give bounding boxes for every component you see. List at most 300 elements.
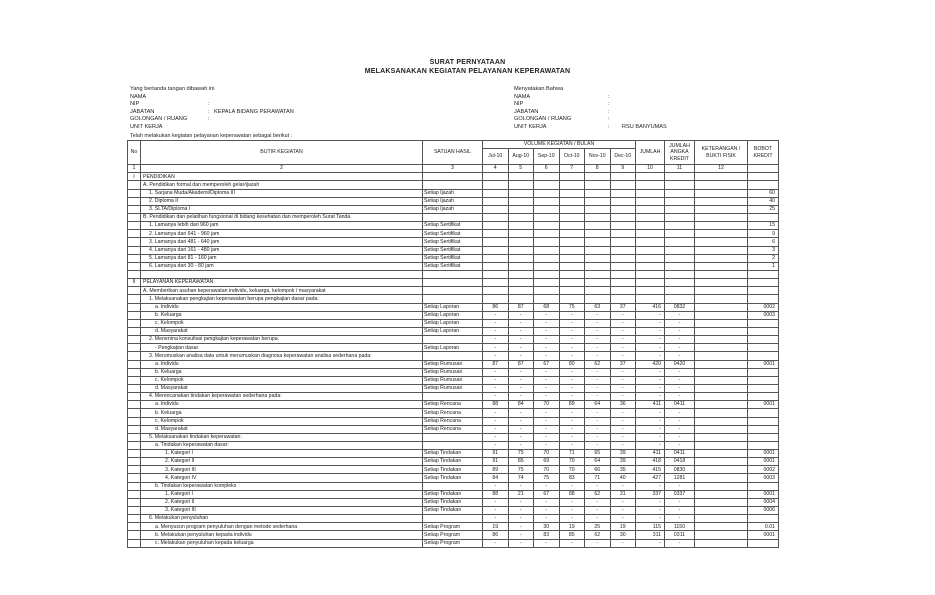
- row-month-value: -: [559, 352, 585, 360]
- row-total: -: [636, 376, 665, 384]
- row-month-value: [534, 287, 560, 295]
- row-month-value: -: [559, 376, 585, 384]
- row-no: [128, 515, 141, 523]
- row-note: [695, 262, 748, 270]
- row-month-value: 37: [610, 360, 636, 368]
- row-note: [695, 213, 748, 221]
- document-title: SURAT PERNYATAAN: [429, 59, 506, 66]
- row-note: [695, 205, 748, 213]
- row-month-value: [559, 246, 585, 254]
- row-month-value: -: [610, 498, 636, 506]
- row-month-value: -: [508, 376, 534, 384]
- row-month-value: [508, 287, 534, 295]
- row-activity: A. Memberikan asuhan keperawatan individu, keluarga, kelompok / masyarakat: [141, 287, 423, 295]
- row-credit: -: [665, 507, 695, 515]
- row-note: [695, 270, 748, 278]
- row-activity: A. Pendidikan formal dan memperoleh gelar/ijazah: [141, 181, 423, 189]
- row-total: [636, 246, 665, 254]
- row-month-value: -: [610, 393, 636, 401]
- row-month-value: [508, 238, 534, 246]
- row-month-value: [559, 197, 585, 205]
- row-no: [128, 384, 141, 392]
- row-month-value: -: [585, 393, 611, 401]
- row-month-value: 19: [483, 523, 509, 531]
- row-no: [128, 327, 141, 335]
- row-total: [636, 287, 665, 295]
- row-month-value: -: [483, 327, 509, 335]
- table-row: [128, 303, 779, 311]
- row-month-value: [585, 287, 611, 295]
- left-field-colon: [208, 124, 214, 132]
- row-month-value: 87: [483, 360, 509, 368]
- row-activity: - Pengkajian dasar: [141, 344, 423, 352]
- row-month-value: [559, 222, 585, 230]
- row-activity: 1. Kategori I: [141, 490, 423, 498]
- col-month-header: Dec-10: [610, 149, 636, 165]
- row-note: [695, 417, 748, 425]
- row-total: 411: [636, 450, 665, 458]
- row-month-value: -: [483, 482, 509, 490]
- col-number-cell: 7: [559, 165, 585, 173]
- row-month-value: 67: [534, 360, 560, 368]
- row-month-value: [483, 205, 509, 213]
- row-total: -: [636, 482, 665, 490]
- row-credit: [665, 270, 695, 278]
- row-month-value: [585, 222, 611, 230]
- row-note: [695, 311, 748, 319]
- row-credit: [665, 189, 695, 197]
- col-no-header: No: [128, 141, 141, 165]
- row-unit: Setiap Sertifikat: [423, 246, 483, 254]
- row-note: [695, 295, 748, 303]
- row-month-value: [559, 279, 585, 287]
- row-no: [128, 238, 141, 246]
- table-row: [128, 311, 779, 319]
- row-total: 416: [636, 303, 665, 311]
- row-month-value: -: [508, 523, 534, 531]
- right-field-label: GOLONGAN / RUANG: [514, 116, 572, 123]
- row-month-value: 87: [508, 303, 534, 311]
- table-row: [128, 352, 779, 360]
- table-row: [128, 344, 779, 352]
- row-month-value: 70: [559, 458, 585, 466]
- row-month-value: -: [534, 344, 560, 352]
- row-weight: [748, 384, 779, 392]
- row-month-value: -: [534, 539, 560, 547]
- row-total: [636, 238, 665, 246]
- left-field-row: [130, 94, 294, 102]
- row-total: 115: [636, 523, 665, 531]
- row-month-value: [508, 213, 534, 221]
- row-weight: 1: [748, 262, 779, 270]
- row-weight: 15: [748, 222, 779, 230]
- row-note: [695, 368, 748, 376]
- row-activity: 2. Kategori II: [141, 498, 423, 506]
- row-month-value: -: [508, 507, 534, 515]
- table-row: [128, 515, 779, 523]
- row-month-value: -: [585, 384, 611, 392]
- row-month-value: -: [508, 515, 534, 523]
- row-weight: 6: [748, 238, 779, 246]
- row-month-value: -: [585, 344, 611, 352]
- row-month-value: 86: [483, 531, 509, 539]
- row-weight: 2: [748, 254, 779, 262]
- row-unit: Setiap Sertifikat: [423, 238, 483, 246]
- row-note: [695, 254, 748, 262]
- row-weight: [748, 336, 779, 344]
- row-month-value: -: [610, 441, 636, 449]
- row-total: 415: [636, 466, 665, 474]
- row-weight: 0003: [748, 311, 779, 319]
- row-total: [636, 262, 665, 270]
- row-month-value: 66: [585, 466, 611, 474]
- row-total: -: [636, 433, 665, 441]
- col-number-cell: [748, 165, 779, 173]
- row-weight: [748, 368, 779, 376]
- row-month-value: -: [534, 311, 560, 319]
- row-month-value: 75: [508, 466, 534, 474]
- row-month-value: -: [585, 376, 611, 384]
- table-row: [128, 279, 779, 287]
- table-row: [128, 498, 779, 506]
- row-month-value: [534, 222, 560, 230]
- row-weight: [748, 173, 779, 181]
- row-month-value: [508, 205, 534, 213]
- row-note: [695, 376, 748, 384]
- row-weight: 3: [748, 246, 779, 254]
- left-field-row: [130, 101, 294, 109]
- row-month-value: [534, 270, 560, 278]
- row-month-value: 91: [483, 450, 509, 458]
- row-month-value: -: [610, 384, 636, 392]
- row-month-value: -: [585, 515, 611, 523]
- row-activity: 3. Merumuskan analisa data untuk merumuskan diagnosa keperawatan analisa sederhana pada:: [141, 352, 423, 360]
- row-month-value: [585, 279, 611, 287]
- row-month-value: 36: [610, 401, 636, 409]
- table-row: [128, 270, 779, 278]
- row-total: -: [636, 425, 665, 433]
- table-row: [128, 327, 779, 335]
- row-note: [695, 474, 748, 482]
- row-note: [695, 344, 748, 352]
- col-number-cell: 8: [585, 165, 611, 173]
- row-activity: 1. Sarjana Muda/Akademi/Diploma III: [141, 189, 423, 197]
- row-unit: [423, 295, 483, 303]
- table-row: [128, 531, 779, 539]
- row-note: [695, 490, 748, 498]
- row-month-value: 68: [534, 303, 560, 311]
- row-note: [695, 303, 748, 311]
- row-activity: 3. SLTA/Diploma I: [141, 205, 423, 213]
- row-total: -: [636, 336, 665, 344]
- row-month-value: -: [610, 507, 636, 515]
- row-month-value: -: [508, 336, 534, 344]
- row-total: -: [636, 319, 665, 327]
- row-total: [636, 254, 665, 262]
- row-credit: [665, 295, 695, 303]
- row-credit: [665, 213, 695, 221]
- row-month-value: -: [610, 376, 636, 384]
- row-month-value: [508, 254, 534, 262]
- row-month-value: 40: [610, 474, 636, 482]
- row-credit: -: [665, 539, 695, 547]
- row-month-value: [559, 230, 585, 238]
- row-month-value: [610, 197, 636, 205]
- col-jumlah-header: JUMLAH: [636, 141, 665, 165]
- row-total: 427: [636, 474, 665, 482]
- row-month-value: [610, 222, 636, 230]
- row-month-value: -: [559, 409, 585, 417]
- row-unit: Setiap Sertifikat: [423, 254, 483, 262]
- row-note: [695, 393, 748, 401]
- row-credit: -: [665, 336, 695, 344]
- left-field-colon: :: [208, 116, 210, 123]
- row-month-value: -: [610, 319, 636, 327]
- row-credit: [665, 279, 695, 287]
- row-month-value: [483, 181, 509, 189]
- row-month-value: -: [585, 417, 611, 425]
- right-field-colon: :: [608, 108, 610, 115]
- row-month-value: [585, 254, 611, 262]
- row-no: [128, 205, 141, 213]
- col-number-cell: 1: [128, 165, 141, 173]
- row-month-value: -: [534, 515, 560, 523]
- row-unit: [423, 213, 483, 221]
- row-credit: -: [665, 393, 695, 401]
- row-month-value: -: [559, 344, 585, 352]
- row-unit: Setiap Rumusan: [423, 368, 483, 376]
- row-total: -: [636, 352, 665, 360]
- row-month-value: 84: [508, 401, 534, 409]
- row-month-value: [559, 254, 585, 262]
- row-no: [128, 507, 141, 515]
- row-month-value: [559, 262, 585, 270]
- row-month-value: [534, 213, 560, 221]
- row-note: [695, 482, 748, 490]
- row-month-value: -: [610, 352, 636, 360]
- row-month-value: [508, 222, 534, 230]
- row-total: -: [636, 441, 665, 449]
- row-month-value: [610, 173, 636, 181]
- row-credit: -: [665, 319, 695, 327]
- row-note: [695, 441, 748, 449]
- row-activity: a. Individu: [141, 303, 423, 311]
- row-unit: Setiap Rumusan: [423, 384, 483, 392]
- row-month-value: [508, 262, 534, 270]
- row-no: [128, 531, 141, 539]
- row-month-value: 63: [585, 303, 611, 311]
- row-note: [695, 197, 748, 205]
- row-note: [695, 498, 748, 506]
- table-row: [128, 433, 779, 441]
- row-total: [636, 205, 665, 213]
- row-unit: Setiap Program: [423, 539, 483, 547]
- row-month-value: -: [610, 433, 636, 441]
- row-month-value: -: [534, 384, 560, 392]
- row-note: [695, 531, 748, 539]
- row-unit: Setiap Tindakan: [423, 474, 483, 482]
- row-note: [695, 246, 748, 254]
- row-month-value: [585, 189, 611, 197]
- right-intro: Menyatakan Bahwa: [514, 86, 564, 92]
- left-field-row: [130, 109, 294, 117]
- right-field-row: [514, 94, 667, 102]
- row-credit: 0311: [665, 531, 695, 539]
- row-month-value: [610, 270, 636, 278]
- row-activity: c. Kelompok: [141, 417, 423, 425]
- table-row: [128, 523, 779, 531]
- right-field-colon: :: [608, 116, 610, 123]
- row-month-value: [534, 246, 560, 254]
- row-month-value: -: [585, 352, 611, 360]
- row-month-value: 75: [508, 450, 534, 458]
- col-number-cell: 2: [141, 165, 423, 173]
- row-note: [695, 458, 748, 466]
- row-note: [695, 539, 748, 547]
- row-unit: [423, 270, 483, 278]
- col-number-cell: 3: [423, 165, 483, 173]
- row-month-value: 89: [559, 401, 585, 409]
- table-row: [128, 409, 779, 417]
- row-total: [636, 197, 665, 205]
- table-row: [128, 230, 779, 238]
- row-activity: d. Masyarakat: [141, 425, 423, 433]
- row-activity: b. Keluarga: [141, 409, 423, 417]
- row-month-value: [559, 238, 585, 246]
- row-month-value: [483, 254, 509, 262]
- row-month-value: [610, 238, 636, 246]
- row-activity: 6. Lamanya dari 30 - 80 jam: [141, 262, 423, 270]
- left-identity-block: [130, 86, 294, 132]
- row-activity: c. Kelompok: [141, 376, 423, 384]
- row-month-value: [508, 295, 534, 303]
- row-unit: Setiap Tindakan: [423, 490, 483, 498]
- row-no: [128, 417, 141, 425]
- row-month-value: -: [559, 384, 585, 392]
- row-month-value: [585, 213, 611, 221]
- row-weight: [748, 270, 779, 278]
- row-note: [695, 189, 748, 197]
- row-month-value: [610, 189, 636, 197]
- row-note: [695, 515, 748, 523]
- row-month-value: 19: [559, 523, 585, 531]
- row-note: [695, 352, 748, 360]
- row-weight: [748, 352, 779, 360]
- row-activity: 2. Diploma II: [141, 197, 423, 205]
- row-month-value: 71: [559, 450, 585, 458]
- table-row: [128, 181, 779, 189]
- col-bobot-header: BOBOT KREDIT: [748, 141, 779, 165]
- row-total: 411: [636, 401, 665, 409]
- row-unit: [423, 433, 483, 441]
- row-unit: Setiap Tindakan: [423, 458, 483, 466]
- row-month-value: 64: [585, 458, 611, 466]
- right-field-row: [514, 116, 667, 124]
- row-month-value: -: [534, 507, 560, 515]
- row-month-value: -: [508, 425, 534, 433]
- row-unit: Setiap Ijazah: [423, 205, 483, 213]
- row-unit: Setiap Laporan: [423, 344, 483, 352]
- row-month-value: [610, 254, 636, 262]
- row-credit: [665, 205, 695, 213]
- row-note: [695, 279, 748, 287]
- row-month-value: -: [559, 515, 585, 523]
- document-subtitle: MELAKSANAKAN KEGIATAN PELAYANAN KEPERAWATAN: [364, 68, 571, 75]
- col-number-cell: 9: [610, 165, 636, 173]
- row-month-value: -: [610, 482, 636, 490]
- row-month-value: -: [483, 368, 509, 376]
- row-total: [636, 295, 665, 303]
- row-month-value: [585, 238, 611, 246]
- row-month-value: [610, 213, 636, 221]
- row-total: -: [636, 417, 665, 425]
- row-credit: 1281: [665, 474, 695, 482]
- row-total: [636, 173, 665, 181]
- row-total: -: [636, 344, 665, 352]
- right-field-label: NIP: [514, 101, 524, 108]
- table-row: [128, 393, 779, 401]
- table-row: [128, 173, 779, 181]
- row-month-value: [585, 262, 611, 270]
- row-credit: -: [665, 482, 695, 490]
- row-no: [128, 368, 141, 376]
- row-unit: Setiap Rencana: [423, 409, 483, 417]
- row-weight: [748, 344, 779, 352]
- row-credit: [665, 262, 695, 270]
- row-month-value: [508, 246, 534, 254]
- row-unit: [423, 279, 483, 287]
- row-credit: -: [665, 344, 695, 352]
- row-month-value: -: [585, 319, 611, 327]
- row-month-value: -: [534, 352, 560, 360]
- row-unit: Setiap Rencana: [423, 417, 483, 425]
- row-month-value: 19: [610, 523, 636, 531]
- row-month-value: 70: [534, 466, 560, 474]
- right-field-label: JABATAN: [514, 108, 539, 115]
- row-note: [695, 360, 748, 368]
- row-month-value: [559, 189, 585, 197]
- table-row: [128, 482, 779, 490]
- row-note: [695, 450, 748, 458]
- row-month-value: -: [508, 539, 534, 547]
- row-unit: [423, 336, 483, 344]
- row-month-value: -: [508, 327, 534, 335]
- row-month-value: 80: [559, 360, 585, 368]
- table-row: [128, 213, 779, 221]
- row-month-value: 30: [610, 531, 636, 539]
- row-note: [695, 181, 748, 189]
- row-month-value: -: [534, 327, 560, 335]
- row-month-value: [559, 295, 585, 303]
- row-month-value: -: [610, 539, 636, 547]
- row-total: 420: [636, 360, 665, 368]
- row-month-value: -: [483, 417, 509, 425]
- row-credit: -: [665, 376, 695, 384]
- table-row: [128, 539, 779, 547]
- row-month-value: 69: [534, 458, 560, 466]
- row-month-value: -: [534, 376, 560, 384]
- table-row: [128, 197, 779, 205]
- left-field-label: NIP: [130, 101, 140, 108]
- row-no: [128, 441, 141, 449]
- row-unit: Setiap Rencana: [423, 401, 483, 409]
- row-unit: Setiap Laporan: [423, 303, 483, 311]
- row-credit: -: [665, 352, 695, 360]
- row-month-value: [483, 287, 509, 295]
- row-month-value: [610, 246, 636, 254]
- row-note: [695, 523, 748, 531]
- row-no: [128, 376, 141, 384]
